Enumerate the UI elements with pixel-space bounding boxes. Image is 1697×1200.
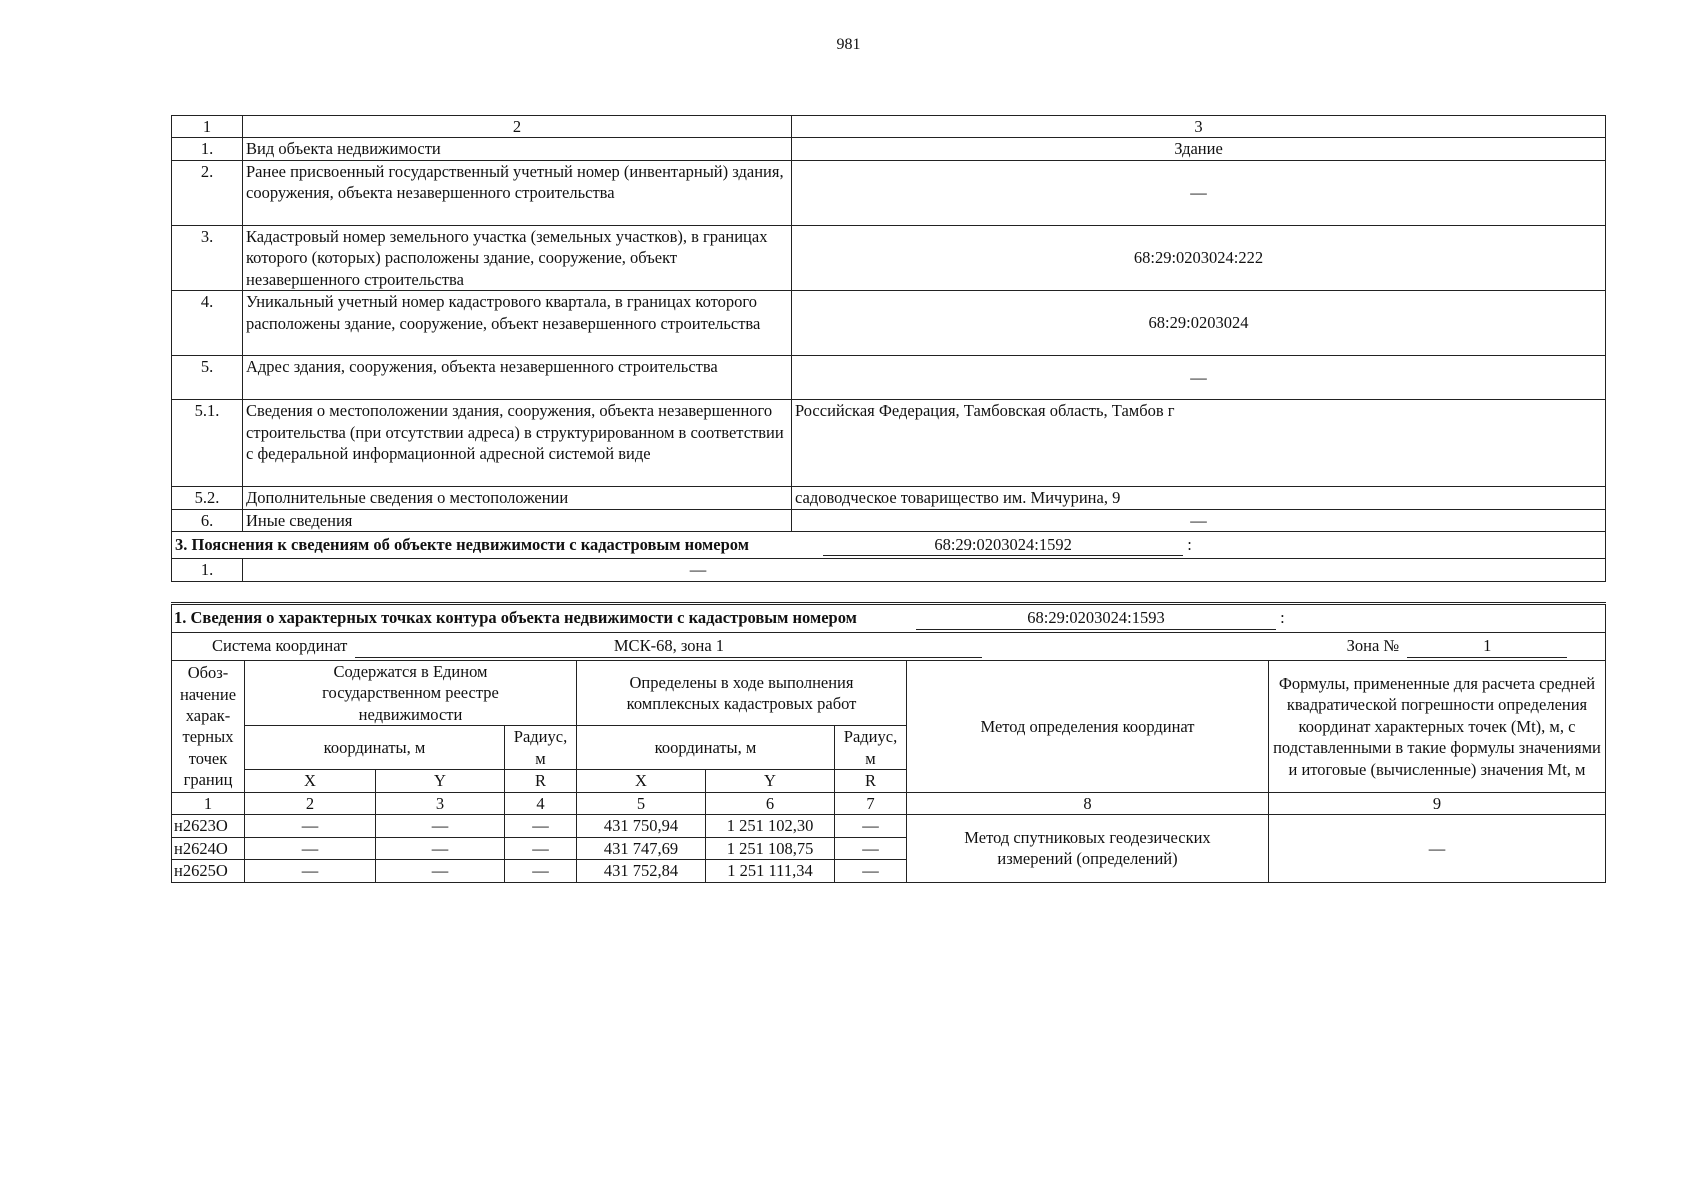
determined-x-header: X [577,770,706,792]
row-value: Российская Федерация, Тамбовская область, Тамбов г [792,400,1606,487]
points-cadastral-number: 68:29:0203024:1593 [916,607,1276,629]
header-row [172,661,1606,726]
row-number: 5. [172,356,243,400]
coordinate-system-cell [172,633,1606,661]
row-label: Уникальный учетный номер кадастрового квартала, в границах которого расположены здание, сооружение, объект незавершенного строительства [243,291,792,356]
points-title-row [172,604,1606,633]
section-colon: : [1187,534,1192,554]
column-number: 3 [792,116,1606,138]
egrn-header: Содержатся в Едином государственном реестре недвижимости [245,661,577,726]
column-number: 8 [907,792,1269,814]
point-x: 431 747,69 [577,837,706,859]
column-number-row [172,792,1606,814]
egrn-y: — [376,815,505,837]
column-number: 1 [172,116,243,138]
row-number: 1. [172,559,243,582]
egrn-y-header: Y [376,770,505,792]
egrn-x-header: X [245,770,376,792]
determined-y-header: Y [706,770,835,792]
table-row [172,225,1606,290]
row-value: Здание [792,138,1606,160]
row-number: 2. [172,160,243,225]
row-label: Сведения о местоположении здания, сооружения, объекта незавершенного строительства (при отсутствии адреса) в структурированном в соответствии с федеральной информационной адресной системой виде [243,400,792,487]
row-value: 68:29:0203024:222 [792,225,1606,290]
coordinate-system-value: МСК-68, зона 1 [355,635,982,657]
egrn-x: — [245,837,376,859]
formula-value: — [1269,815,1606,882]
row-number: 1. [172,138,243,160]
point-x: 431 752,84 [577,860,706,882]
egrn-x: — [245,860,376,882]
table-row [172,160,1606,225]
row-value: — [792,356,1606,400]
egrn-coords-header: координаты, м [245,726,505,770]
egrn-r: — [505,860,577,882]
object-info-table [171,115,1606,582]
column-number: 2 [243,116,792,138]
egrn-y: — [376,837,505,859]
table-row [172,291,1606,356]
column-number: 4 [505,792,577,814]
determined-header: Определены в ходе выполнения комплексных кадастровых работ [577,661,907,726]
determined-r-header: R [835,770,907,792]
points-title-cell [172,604,1606,633]
method-value: Метод спутниковых геодезических измерений (определений) [907,815,1269,882]
coordinate-system-label: Система координат [212,636,348,656]
table-row [172,509,1606,531]
table-row [172,559,1606,582]
determined-radius-header: Радиус, м [835,726,907,770]
page-number: 981 [836,36,861,53]
egrn-radius-header: Радиус, м [505,726,577,770]
point-y: 1 251 102,30 [706,815,835,837]
point-y: 1 251 108,75 [706,837,835,859]
column-number: 6 [706,792,835,814]
point-id: н2623О [172,815,245,837]
row-label: Вид объекта недвижимости [243,138,792,160]
point-x: 431 750,94 [577,815,706,837]
row-label: Адрес здания, сооружения, объекта незавершенного строительства [243,356,792,400]
point-r: — [835,860,907,882]
point-r: — [835,837,907,859]
column-number: 9 [1269,792,1606,814]
points-colon: : [1280,608,1285,628]
table-row [172,487,1606,509]
method-header: Метод определения координат [907,661,1269,793]
row-value: 68:29:0203024 [792,291,1606,356]
row-label: Иные сведения [243,509,792,531]
characteristic-points-table [171,602,1606,883]
row-label: Дополнительные сведения о местоположении [243,487,792,509]
egrn-x: — [245,815,376,837]
determined-coords-header: координаты, м [577,726,835,770]
section-title-row [172,532,1606,559]
egrn-r: — [505,837,577,859]
coordinate-system-row [172,633,1606,661]
row-number: 5.1. [172,400,243,487]
column-number-row [172,116,1606,138]
section-title-cell [172,532,1606,559]
table-row [172,356,1606,400]
section-cadastral-number: 68:29:0203024:1592 [823,534,1183,556]
designation-header: Обоз-начение харак-терных точек границ [172,661,245,793]
row-value: — [243,559,1606,582]
column-number: 7 [835,792,907,814]
column-number: 5 [577,792,706,814]
egrn-y: — [376,860,505,882]
row-label: Кадастровый номер земельного участка (земельных участков), в границах которого (которых) расположены здание, сооружение, объект незавершенного строительства [243,225,792,290]
zone-value: 1 [1407,635,1567,657]
egrn-r: — [505,815,577,837]
section-title: 3. Пояснения к сведениям об объекте недвижимости с кадастровым номером [175,534,749,554]
row-number: 3. [172,225,243,290]
row-label: Ранее присвоенный государственный учетный номер (инвентарный) здания, сооружения, объекта незавершенного строительства [243,160,792,225]
point-id: н2624О [172,837,245,859]
column-number: 3 [376,792,505,814]
point-r: — [835,815,907,837]
points-title: 1. Сведения о характерных точках контура объекта недвижимости с кадастровым номером [174,608,857,628]
row-value: садоводческое товарищество им. Мичурина, 9 [792,487,1606,509]
point-y: 1 251 111,34 [706,860,835,882]
column-number: 2 [245,792,376,814]
column-number: 1 [172,792,245,814]
row-value: — [792,509,1606,531]
table-row [172,400,1606,487]
row-number: 4. [172,291,243,356]
egrn-r-header: R [505,770,577,792]
table-row [172,138,1606,160]
table-row [172,815,1606,837]
row-number: 6. [172,509,243,531]
zone-label: Зона № [1346,636,1400,656]
point-id: н2625О [172,860,245,882]
row-value: — [792,160,1606,225]
formulas-header: Формулы, примененные для расчета средней квадратической погрешности определения координат характерных точек (Mt), м, с подставленными в такие формулы значениями и итоговые (вычисленные) значения Mt, м [1269,661,1606,793]
row-number: 5.2. [172,487,243,509]
